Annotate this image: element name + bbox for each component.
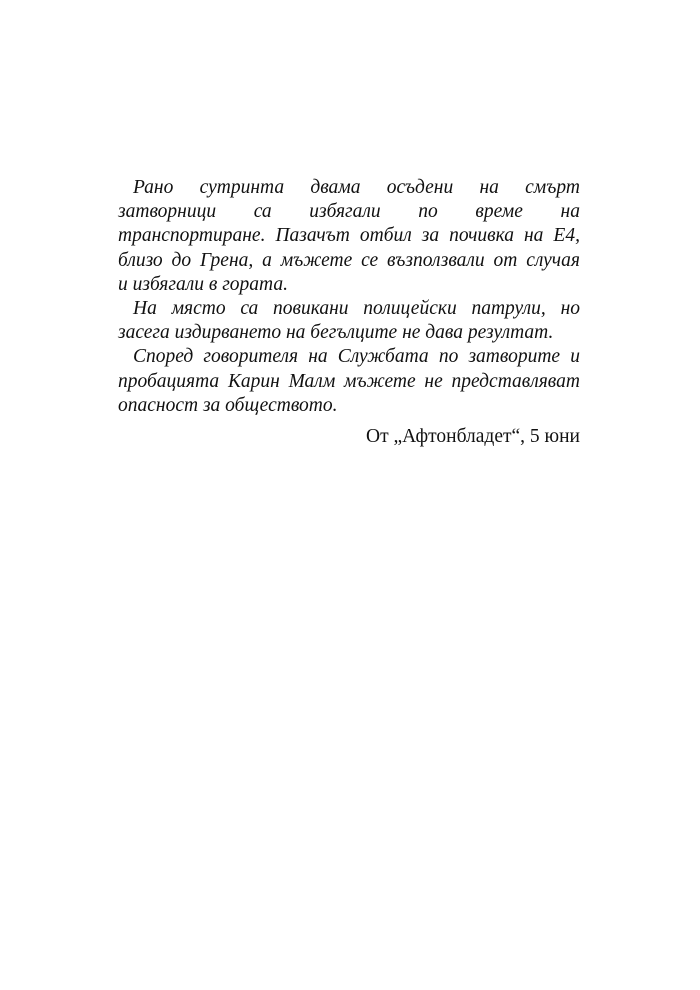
word: Малм bbox=[288, 370, 336, 392]
word: не bbox=[424, 370, 443, 392]
epigraph-text bbox=[118, 176, 580, 449]
word: патрули, bbox=[471, 298, 546, 320]
word: и bbox=[570, 346, 580, 368]
word: мъжете bbox=[280, 249, 353, 271]
word: се bbox=[361, 249, 379, 271]
word: до bbox=[171, 249, 192, 271]
word: по bbox=[418, 201, 438, 223]
word: по bbox=[438, 346, 459, 368]
word: за bbox=[421, 225, 440, 247]
text-line bbox=[118, 297, 580, 321]
word: а bbox=[262, 249, 272, 271]
word: възползвали bbox=[387, 249, 485, 271]
word: представляват bbox=[451, 370, 580, 392]
word: Службата bbox=[337, 346, 429, 368]
text-line: засега издирването на бегълците не дава резултат. bbox=[118, 322, 554, 344]
word: почивка bbox=[449, 225, 515, 247]
word: но bbox=[560, 298, 580, 320]
word: двама bbox=[310, 177, 361, 198]
text-line: и избягали в гората. bbox=[118, 273, 288, 295]
word: са bbox=[240, 298, 259, 320]
word: са bbox=[253, 201, 272, 223]
word: транспортиране. bbox=[118, 225, 266, 247]
text-line bbox=[118, 200, 580, 224]
word: на bbox=[560, 201, 580, 223]
word: близо bbox=[118, 249, 163, 271]
text-line bbox=[118, 224, 580, 248]
word: време bbox=[475, 201, 523, 223]
word: смърт bbox=[525, 177, 580, 198]
word: на bbox=[479, 177, 499, 198]
word: случая bbox=[526, 249, 580, 271]
word: мъжете bbox=[344, 370, 416, 392]
word: Грена, bbox=[200, 249, 254, 271]
word: осъдени bbox=[386, 177, 454, 198]
word: на bbox=[524, 225, 544, 247]
word: говорителя bbox=[203, 346, 299, 368]
text-line bbox=[118, 176, 580, 200]
text-line bbox=[118, 345, 580, 369]
word: сутринта bbox=[199, 177, 285, 198]
word: на bbox=[308, 346, 328, 368]
word: Според bbox=[133, 346, 194, 368]
word: Пазачът bbox=[275, 225, 350, 247]
word: Рано bbox=[133, 177, 174, 198]
word: отбил bbox=[359, 225, 412, 247]
word: повикани bbox=[273, 298, 349, 320]
word: полицейски bbox=[363, 298, 457, 320]
text-line bbox=[118, 370, 580, 394]
text-line: опасност за обществото. bbox=[118, 394, 338, 416]
word: от bbox=[493, 249, 518, 271]
word: На bbox=[133, 298, 157, 320]
word: избягали bbox=[309, 201, 381, 223]
word: пробацията bbox=[118, 370, 220, 392]
word: място bbox=[171, 298, 226, 320]
word: Е4, bbox=[553, 225, 580, 247]
text-line bbox=[118, 249, 580, 273]
word: Карин bbox=[227, 370, 280, 392]
word: затворите bbox=[468, 346, 561, 368]
word: затворници bbox=[118, 201, 217, 223]
source-attribution: От „Афтонбладет“, 5 юни bbox=[366, 426, 580, 448]
